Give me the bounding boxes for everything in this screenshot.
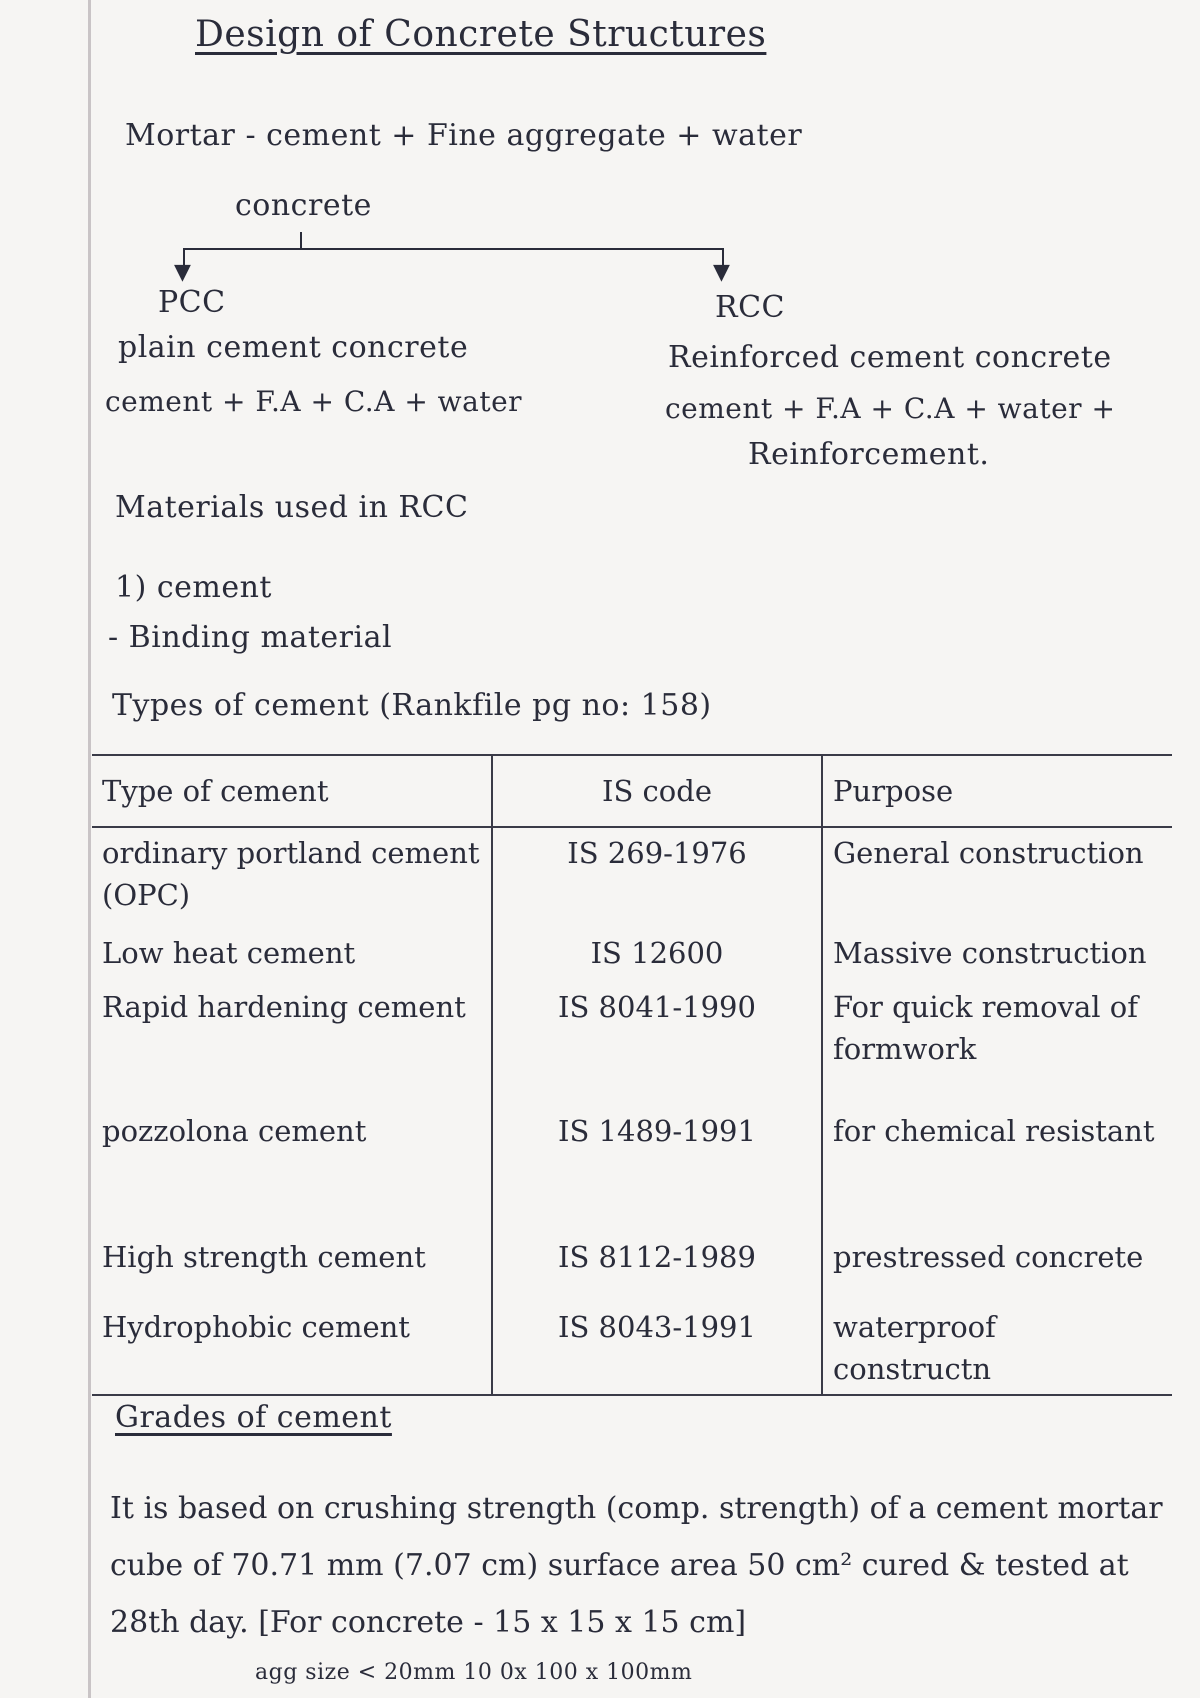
item-cement-note: - Binding material xyxy=(108,620,393,655)
rcc-formula-cont: Reinforcement. xyxy=(748,437,990,472)
item-cement: 1) cement xyxy=(115,570,272,605)
cell-purpose: waterproof constructn xyxy=(822,1302,1172,1395)
table-row xyxy=(92,982,1172,1106)
table-row xyxy=(92,1302,1172,1395)
tree-branch xyxy=(183,248,723,250)
header-type: Type of cement xyxy=(92,755,492,827)
arrow-down-icon: ▼ xyxy=(174,260,191,285)
grades-heading: Grades of cement xyxy=(115,1400,392,1435)
cell-type: High strength cement xyxy=(92,1232,492,1302)
table-row xyxy=(92,827,1172,928)
table-row xyxy=(92,1232,1172,1302)
cell-type: Rapid hardening cement xyxy=(92,982,492,1106)
grades-text: It is based on crushing strength (comp. strength) of a cement mortar cube of 70.71 mm (7.07 cm) surface area 50 cm² cured & tested at 28th day. [For concrete - 15 x 15 x 15 cm] xyxy=(110,1491,1163,1640)
cell-code: IS 8112-1989 xyxy=(492,1232,822,1302)
cell-code: IS 269-1976 xyxy=(492,827,822,928)
page-title: Design of Concrete Structures xyxy=(195,14,767,55)
cell-purpose: Massive construction xyxy=(822,928,1172,982)
cell-purpose: For quick removal of formwork xyxy=(822,982,1172,1106)
tree-stem xyxy=(300,232,302,248)
rcc-abbr: RCC xyxy=(715,290,785,325)
header-is-code: IS code xyxy=(492,755,822,827)
pcc-full: plain cement concrete xyxy=(118,330,469,365)
cell-purpose: prestressed concrete xyxy=(822,1232,1172,1302)
table-row xyxy=(92,1106,1172,1232)
cell-type: pozzolona cement xyxy=(92,1106,492,1232)
pcc-formula: cement + F.A + C.A + water xyxy=(105,385,523,418)
cell-purpose: for chemical resistant xyxy=(822,1106,1172,1232)
arrow-down-icon: ▼ xyxy=(713,260,730,285)
cell-type: ordinary portland cement (OPC) xyxy=(92,827,492,928)
concrete-label: concrete xyxy=(235,188,372,223)
cell-type: Low heat cement xyxy=(92,928,492,982)
grades-note: agg size < 20mm 10 0x 100 x 100mm xyxy=(255,1660,693,1685)
cement-types-table xyxy=(92,754,1172,1396)
mortar-definition: Mortar - cement + Fine aggregate + water xyxy=(125,118,803,153)
table-header-row xyxy=(92,755,1172,827)
cell-code: IS 12600 xyxy=(492,928,822,982)
rcc-formula: cement + F.A + C.A + water + xyxy=(665,392,1116,425)
materials-heading: Materials used in RCC xyxy=(115,490,469,525)
header-purpose: Purpose xyxy=(822,755,1172,827)
margin-line xyxy=(88,0,91,1698)
table-row xyxy=(92,928,1172,982)
pcc-abbr: PCC xyxy=(158,285,226,320)
cell-purpose: General construction xyxy=(822,827,1172,928)
cell-type: Hydrophobic cement xyxy=(92,1302,492,1395)
cell-code: IS 1489-1991 xyxy=(492,1106,822,1232)
cell-code: IS 8041-1990 xyxy=(492,982,822,1106)
rcc-full: Reinforced cement concrete xyxy=(668,340,1112,375)
cell-code: IS 8043-1991 xyxy=(492,1302,822,1395)
types-heading: Types of cement (Rankfile pg no: 158) xyxy=(112,688,712,723)
